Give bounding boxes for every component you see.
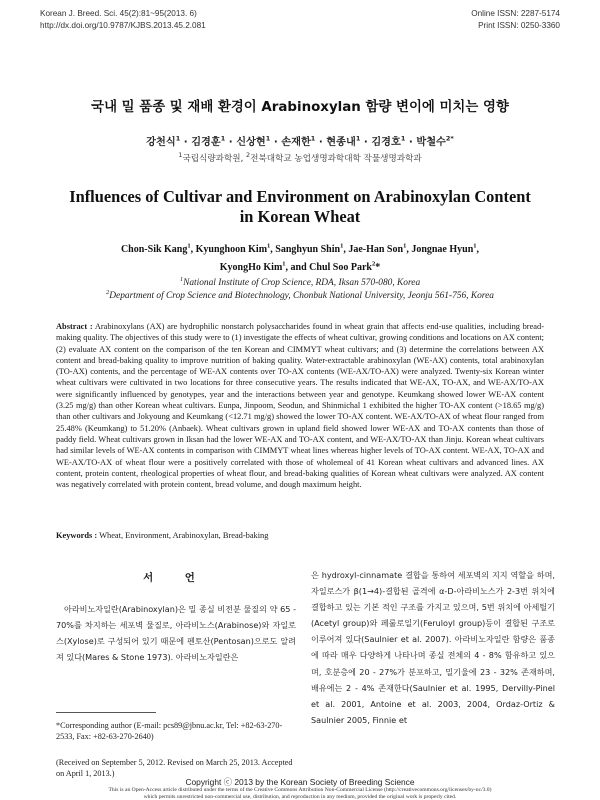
header-right (471, 8, 560, 32)
online-issn: Online ISSN: 2287-5174 (471, 9, 560, 18)
korean-affiliations (40, 152, 560, 164)
header-left (40, 8, 206, 32)
english-author-sep: , (343, 244, 349, 255)
korean-affil2: 전북대학교 농업생명과학대학 작물생명과학과 (250, 154, 422, 164)
author-separator: · (225, 137, 237, 148)
english-author-sep: , (406, 244, 412, 255)
korean-authors (40, 133, 560, 148)
keywords-text: Wheat, Environment, Arabinoxylan, Bread-baking (99, 531, 269, 540)
license-line2: which permits unrestricted non-commercial use, distribution, and reproduction in any medium, provided the original work is properly cited. (143, 793, 457, 800)
journal-citation: Korean J. Breed. Sci. 45(2):81~95(2013. 6) (40, 9, 197, 18)
abstract-text: Arabinoxylans (AX) are hydrophilic nonstarch polysaccharides found in wheat grain that affects end-use qualities, including bread-making quality. The objectives of this study were to (1) investigate the effects of wheat cultivar, growing conditions and locations on AX content; (2) evaluate AX content on the comparison of the ten Korean and CIMMYT wheat cultivars; and (3) determine the correlations between AX content and bread-baking quality to improve nutrition of baking quality. Water-extractable arabinoxylan (WE-AX) contents, total arabinoxylan (TO-AX) contents, and the percentage of WE-AX contents over TO-AX contents (WE-AX/TO-AX) were analyzed. Twenty-six Korean winter wheat cultivars were cultivated in two locations for three consecutive years. The results indicated that WE-AX, TO-AX, and WE-AX/TO-AX were significantly influenced by genotypes, year and the interactions between year and genotype. Keumkang showed lower WE-AX content (3.25 mg/g) than other Korean wheat cultivars. Eunpa, Jinpoom, Seodun, and Shinmichal 1 exhibited the higher TO-AX content (>18.65 mg/g) than other cultivars and Jokyoung and Keumkang (<12.71 mg/g) showed the lower TO-AX content. WE-AX/TO-AX of wheat flour ranged from 25.48% (Keumkang) to 51.20% (Anbaek). Wheat cultivars grown in upland field showed lower WE-AX and TO-AX contents than those of paddy field. Wheat cultivars grown in Iksan had the lower WE-AX and TO-AX content, and WE-AX/TO-AX than Jinju. Korean wheat cultivars had similar levels of WE-AX contents in comparison with CIMMYT wheat lines whereas higher levels of TO-AX content. WE-AX, TO-AX and WE-AX/TO-AX of wheat flour were a positively correlated with those of wholemeal of 41 Korean wheat cultivars and advanced lines. AX content, protein content, rheological properties of wheat flour, and bread-baking qualities of Korean wheat cultivars were analyzed. AX content was negatively correlated with protein content, bread volume, and dough maximum height. (56, 322, 544, 490)
english-author-sup: 1 (403, 242, 407, 250)
korean-author-name: 김경훈 (191, 137, 221, 148)
english-author-sep: * (375, 262, 381, 273)
english-author-name: Sanghyun Shin (275, 244, 341, 255)
korean-author-name: 손재한 (281, 137, 311, 148)
english-author-name: Kyunghoon Kim (195, 244, 268, 255)
english-author-sup: 1 (473, 242, 477, 250)
english-authors (40, 241, 560, 277)
received-dates-note: (Received on September 5, 2012. Revised on March 25, 2013. Accepted on April 1, 2013.) (56, 758, 293, 778)
license-line1: This is an Open-Access article distributed under the terms of the Creative Commons Attribution Non-Commercial License (http://creativecommons.org/licenses/by-nc/3.0) (108, 787, 492, 793)
intro-left-text: 아라비노자일란(Arabinoxylan)은 밀 종실 비전분 물질의 약 65 - 70%를 차지하는 세포벽 물질로, 아라비노스(Arabinose)와 자일로스(Xylose)로 구성되어 있기 때문에 펜토산(Pentosan)으로도 알려져 있다(Mares & Stone 1973). 아라비노자일란은 (56, 604, 296, 663)
english-authors-line2 (40, 259, 560, 277)
abstract-label: Abstract : (56, 322, 93, 331)
korean-author-sup: 1 (220, 134, 226, 143)
right-column (311, 567, 555, 728)
footnote-divider (56, 712, 156, 713)
corresponding-author-note: *Corresponding author (E-mail: pcs89@jbnu.ac.kr, Tel: +82-63-270-2533, Fax: +82-63-270-2640) (56, 721, 283, 741)
english-author-sep: , and (285, 262, 310, 273)
author-separator: · (270, 137, 282, 148)
korean-author-sup: 1 (310, 134, 316, 143)
korean-affil2-sup: 2 (246, 151, 251, 160)
copyright-line: Copyright ⓒ 2013 by the Korean Society of Breeding Science (185, 777, 415, 787)
author-separator: · (405, 137, 417, 148)
korean-author-sup: 2* (445, 134, 454, 143)
english-affil2-sup: 2 (106, 288, 110, 296)
print-issn: Print ISSN: 0250-3360 (478, 21, 560, 30)
korean-author-sup: 1 (265, 134, 271, 143)
korean-author-name: 신상현 (236, 137, 266, 148)
english-author-sup: 1 (267, 242, 271, 250)
english-title-line1: Influences of Cultivar and Environment on Arabinoxylan Content (69, 187, 531, 206)
author-separator: · (315, 137, 327, 148)
english-title (40, 187, 560, 227)
korean-author-name: 박철수 (416, 137, 446, 148)
english-author-name: Chon-Sik Kang (120, 244, 188, 255)
english-authors-line1 (40, 241, 560, 259)
korean-author-sup: 1 (175, 134, 181, 143)
korean-author-name: 강천식 (146, 137, 176, 148)
english-author-name: Jae-Han Son (348, 244, 404, 255)
license-notice (40, 787, 560, 800)
intro-right-text: 은 hydroxyl-cinnamate 결합을 통하여 세포벽의 지지 역할을 하며, 자일로스가 β(1→4)-결합된 골격에 α-D-아라비노스가 2-3번 위치에 결합하고 있는 기본 적인 구조를 가지고 있으며, 5번 위치에 아세틸기(Acetyl group)와 페룰로일기(Feruloyl group)등이 결합된 구조로 이루어져 있다(Saulnier et al. 2007). 아라비노자일란 함량은 품종에 따라 매우 다양하게 나타나며 종실 전체의 4 - 8% 함유하고 있으며, 호분층에 20 - 27%가 분포하고, 밀기울에 23 - 32% 존재하며, 배유에는 2 - 4% 존재한다(Saulnier et al. 1995, Dervilly-Pinel et al. 2001, Antoine et al. 2003, 2004, Ordaz-Ortiz & Saulnier 2005, Finnie et (311, 570, 555, 725)
english-author-name: KyongHo Kim (219, 262, 283, 273)
left-column (56, 569, 296, 665)
english-affiliations (40, 277, 560, 303)
korean-author-name: 김경호 (371, 137, 401, 148)
author-separator: · (360, 137, 372, 148)
korean-title: 국내 밀 품종 및 재배 환경이 Arabinoxylan 함량 변이에 미치는 영향 (91, 100, 509, 115)
keywords-label: Keywords : (56, 531, 98, 540)
english-author-sep: , (190, 244, 196, 255)
korean-author-sup: 1 (400, 134, 406, 143)
korean-author-sup: 1 (355, 134, 361, 143)
english-author-name: Chul Soo Park (309, 262, 372, 273)
english-affil1-line (40, 277, 560, 290)
korean-affil1-sup: 1 (178, 151, 183, 160)
english-author-sep: , (476, 244, 480, 255)
abstract (56, 321, 544, 490)
english-affil1-sup: 1 (179, 275, 184, 283)
english-author-name: Jongnae Hyun (411, 244, 474, 255)
english-author-sup: 1 (187, 242, 191, 250)
english-affil2-line (40, 290, 560, 303)
keywords (56, 531, 544, 540)
doi-link[interactable]: http://dx.doi.org/10.9787/KJBS.2013.45.2.081 (40, 21, 206, 30)
korean-author-name: 현종내 (326, 137, 356, 148)
english-author-sup: 2 (371, 260, 376, 268)
english-title-line2: in Korean Wheat (239, 207, 361, 226)
english-affil2: Department of Crop Science and Biotechnology, Chonbuk National University, Jeonju 561-756, Korea (109, 291, 494, 301)
author-separator: · (180, 137, 192, 148)
english-author-sup: 1 (282, 260, 286, 268)
english-affil1: National Institute of Crop Science, RDA, Iksan 570-080, Korea (183, 278, 421, 288)
intro-heading: 서 언 (143, 572, 209, 584)
korean-affil1: 국립식량과학원, (182, 154, 247, 164)
english-author-sep: , (270, 244, 276, 255)
english-author-sup: 1 (340, 242, 344, 250)
